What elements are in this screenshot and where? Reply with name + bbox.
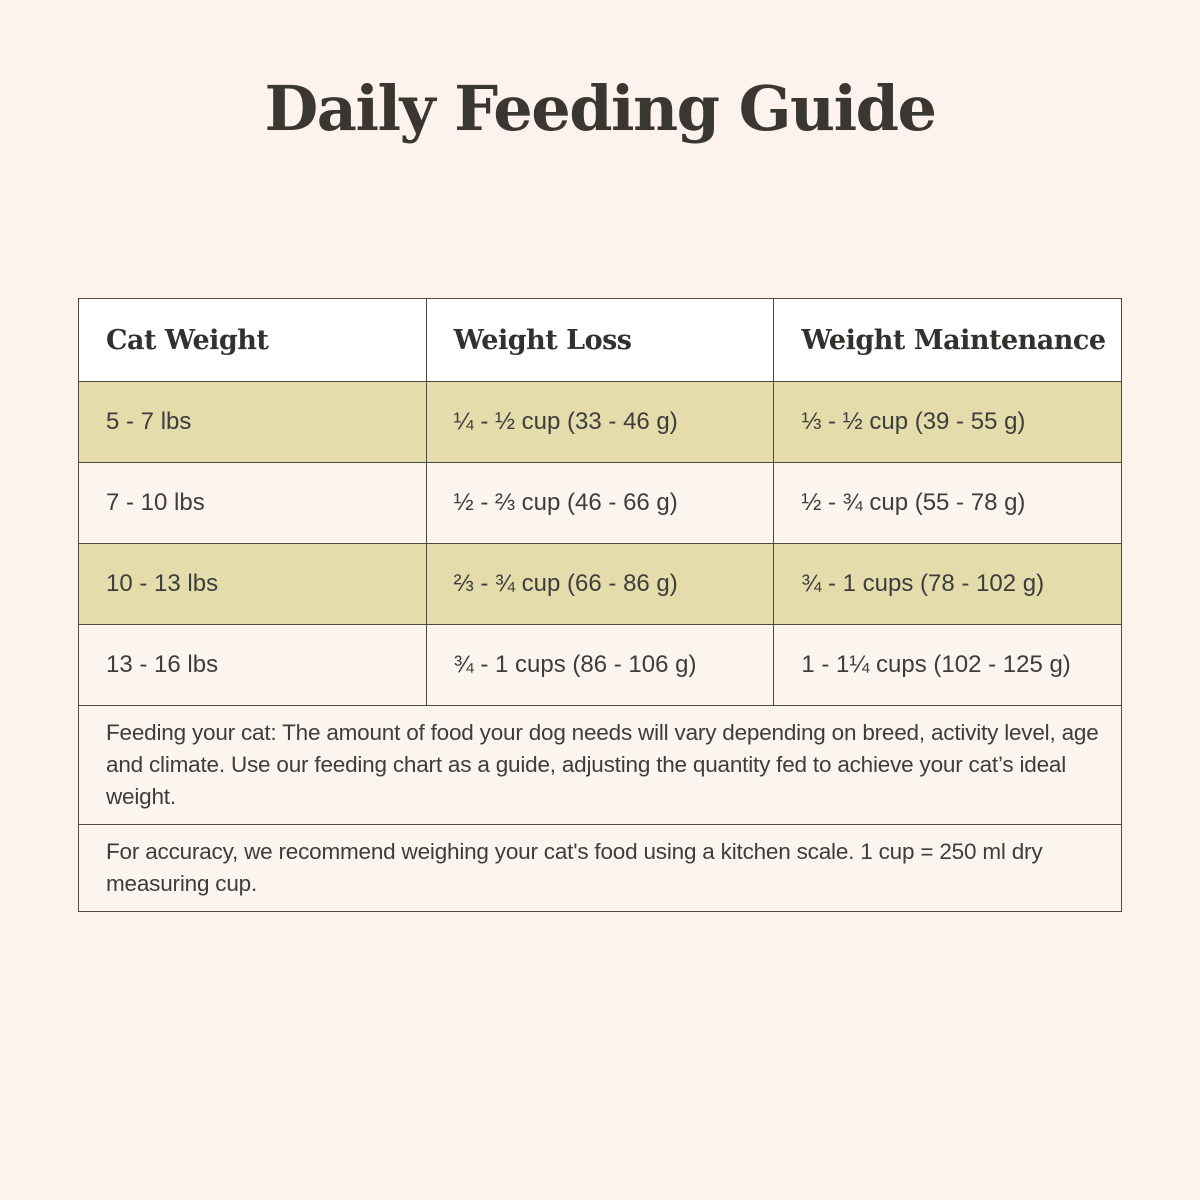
- note-feeding-text: Feeding your cat: The amount of food your dog needs will vary depending on breed, activity level, age and climate. Use our feeding chart as a guide, adjusting the quantity fed to achieve your cat’s ideal weight.: [79, 706, 1122, 825]
- note-row-feeding: [79, 706, 1122, 825]
- note-row-accuracy: [79, 825, 1122, 912]
- table-row: [79, 544, 1122, 625]
- header-cat-weight: Cat Weight: [79, 299, 427, 382]
- cell-cat-weight: 7 - 10 lbs: [79, 463, 427, 544]
- page-title: Daily Feeding Guide: [264, 72, 936, 145]
- cell-cat-weight: 10 - 13 lbs: [79, 544, 427, 625]
- cell-weight-maintenance: ½ - ¾ cup (55 - 78 g): [774, 463, 1122, 544]
- table-row: [79, 625, 1122, 706]
- table-head: [79, 299, 1122, 382]
- table-row: [79, 463, 1122, 544]
- cell-weight-maintenance: ¾ - 1 cups (78 - 102 g): [774, 544, 1122, 625]
- cell-weight-loss: ¼ - ½ cup (33 - 46 g): [426, 382, 774, 463]
- header-weight-loss: Weight Loss: [426, 299, 774, 382]
- cell-weight-loss: ½ - ⅔ cup (46 - 66 g): [426, 463, 774, 544]
- cell-weight-loss: ¾ - 1 cups (86 - 106 g): [426, 625, 774, 706]
- table-body: [79, 382, 1122, 912]
- cell-cat-weight: 5 - 7 lbs: [79, 382, 427, 463]
- cell-weight-maintenance: ⅓ - ½ cup (39 - 55 g): [774, 382, 1122, 463]
- table-row: [79, 382, 1122, 463]
- table-header-row: [79, 299, 1122, 382]
- header-weight-maintenance: Weight Maintenance: [774, 299, 1122, 382]
- cell-cat-weight: 13 - 16 lbs: [79, 625, 427, 706]
- cell-weight-loss: ⅔ - ¾ cup (66 - 86 g): [426, 544, 774, 625]
- cell-weight-maintenance: 1 - 1¼ cups (102 - 125 g): [774, 625, 1122, 706]
- feeding-guide-table: [78, 298, 1122, 912]
- note-accuracy-text: For accuracy, we recommend weighing your cat's food using a kitchen scale. 1 cup = 250 ml dry measuring cup.: [79, 825, 1122, 912]
